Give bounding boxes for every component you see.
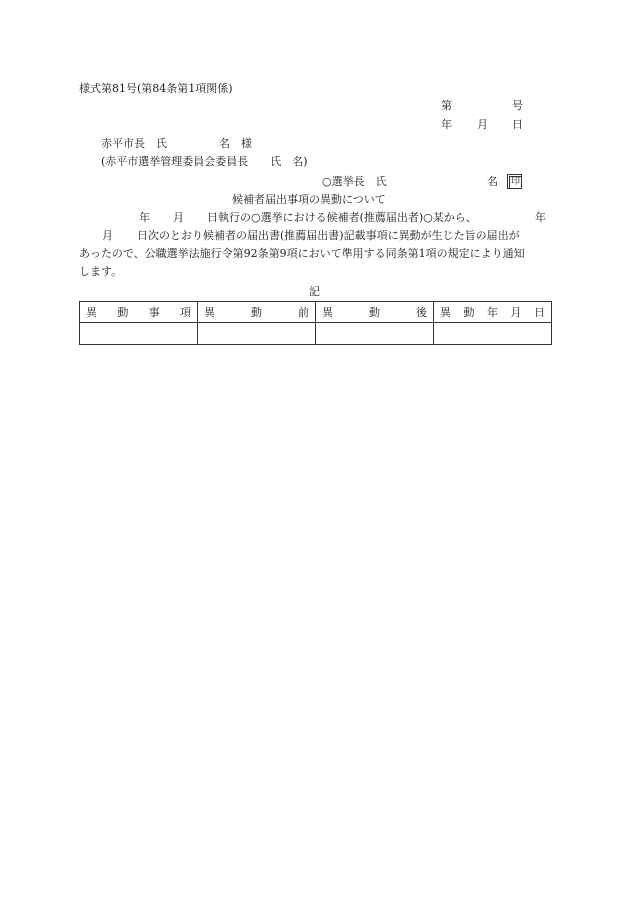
header-char: 動 [369, 306, 380, 319]
header-char: 日 [534, 306, 545, 319]
header-char: 動 [463, 306, 475, 319]
body-month-2: 月 [102, 229, 113, 242]
header-char: 月 [510, 306, 522, 319]
seal-text: 印 [510, 177, 520, 187]
header-char: 異 [440, 306, 451, 319]
header-char: 事 [148, 306, 160, 319]
doc-number-suffix: 号 [512, 99, 523, 112]
header-change-date [434, 302, 552, 323]
header-char: 後 [416, 306, 427, 319]
header-before-change [198, 302, 316, 323]
table-cell [434, 323, 552, 345]
date-year: 年 [441, 118, 452, 131]
header-char: 異 [204, 306, 215, 319]
doc-number-prefix: 第 [441, 99, 452, 112]
addressee-mayor: 赤平市長 氏 [101, 137, 167, 150]
subject-title: 候補者届出事項の異動について [232, 193, 386, 206]
body-line3: あったので、公職選挙法施行令第92条第9項において準用する同条第1項の規定により通知 [79, 247, 525, 260]
table-row [80, 323, 552, 345]
table-header-row [80, 302, 552, 323]
header-char: 前 [298, 306, 309, 319]
header-char: 動 [117, 306, 129, 319]
form-label: 様式第81号(第84条第1項関係) [79, 82, 233, 95]
body-month-1: 月 [173, 211, 184, 224]
changes-table [79, 301, 552, 345]
date-month: 月 [477, 118, 488, 131]
header-change-item [80, 302, 198, 323]
record-label: 記 [309, 285, 320, 298]
body-year-2: 年 [535, 211, 546, 224]
seal-mark [507, 174, 522, 189]
sender-name-suffix: 名 [487, 175, 498, 188]
date-day: 日 [512, 118, 523, 131]
table-cell [198, 323, 316, 345]
body-line1: 日執行の○選挙における候補者(推薦届出者)○某から、 [207, 211, 477, 224]
header-after-change [316, 302, 434, 323]
addressee-honorific: 名 様 [219, 137, 252, 150]
header-char: 項 [179, 306, 191, 319]
table-cell [316, 323, 434, 345]
header-char: 異 [86, 306, 97, 319]
sender-title: ○選挙長 氏 [322, 175, 387, 188]
body-line4: します。 [79, 265, 123, 278]
addressee-committee: (赤平市選挙管理委員会委員長 氏 名) [101, 155, 308, 168]
body-line2: 日次のとおり候補者の届出書(推薦届出書)記載事項に異動が生じた旨の届出が [137, 229, 520, 242]
body-year-1: 年 [139, 211, 150, 224]
header-char: 動 [251, 306, 262, 319]
header-char: 異 [322, 306, 333, 319]
table-cell [80, 323, 198, 345]
header-char: 年 [487, 306, 498, 319]
